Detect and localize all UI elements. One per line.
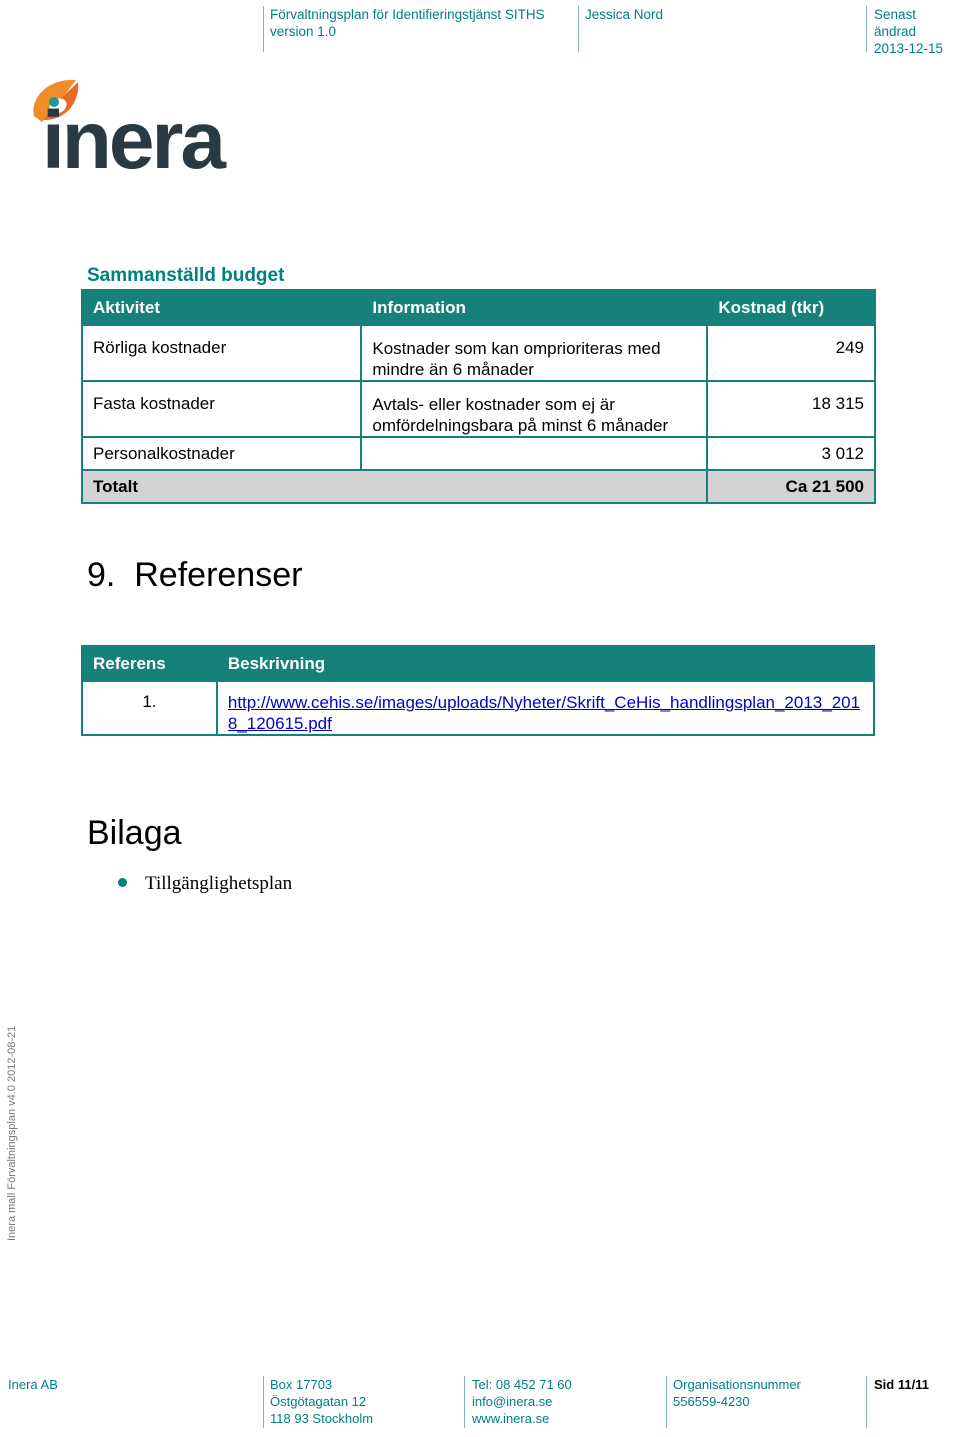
total-row (82, 470, 875, 503)
info-cell: Kostnader som kan omprioriteras med mindre än 6 månader (361, 325, 707, 381)
header-author: Jessica Nord (585, 7, 664, 22)
references-header-row (82, 646, 874, 681)
footer-address-line: 118 93 Stockholm (270, 1411, 374, 1426)
footer-email: info@inera.se (472, 1394, 553, 1409)
footer-org (673, 1376, 801, 1410)
activity-cell: Personalkostnader (82, 437, 361, 470)
cost-cell: 3 012 (707, 437, 875, 470)
reference-number: 1. (82, 681, 217, 735)
table-row (82, 681, 874, 735)
list-item (118, 873, 292, 895)
footer-website: www.inera.se (472, 1411, 550, 1426)
header-doc-title-block (270, 6, 545, 40)
column-header: Beskrivning (217, 646, 874, 681)
header-divider (578, 6, 579, 52)
reference-link[interactable]: http://www.cehis.se/images/uploads/Nyheter/Skrift_CeHis_handlingsplan_2013_2018_120615.pdf (227, 693, 861, 733)
table-row (82, 381, 875, 437)
bullet-icon (118, 878, 127, 887)
footer-org-number: 556559-4230 (673, 1394, 750, 1409)
table-row (82, 325, 875, 381)
total-cost: Ca 21 500 (707, 470, 875, 503)
total-label: Totalt (82, 470, 707, 503)
footer-divider (866, 1376, 867, 1428)
info-cell: Avtals- eller kostnader som ej är omfördelningsbara på minst 6 månader (361, 381, 707, 437)
footer-divider (263, 1376, 264, 1428)
budget-header-row (82, 290, 875, 325)
template-version-text: Inera mall Förvaltningsplan v4.0 2012-08-21 (6, 1025, 18, 1241)
activity-cell: Fasta kostnader (82, 381, 361, 437)
header-doc-title: Förvaltningsplan för Identifieringstjänst SITHS (270, 7, 545, 22)
column-header: Aktivitet (82, 290, 361, 325)
cost-cell: 249 (707, 325, 875, 381)
footer-divider (666, 1376, 667, 1428)
column-header: Kostnad (tkr) (707, 290, 875, 325)
header-divider (866, 6, 867, 52)
header-changed-date: 2013-12-15 (874, 41, 944, 56)
footer-address-line: Östgötagatan 12 (270, 1394, 367, 1409)
appendix-heading: Bilaga (87, 814, 182, 852)
header-changed-label: Senast ändrad (874, 7, 917, 39)
budget-title: Sammanställd budget (87, 265, 285, 286)
references-heading: 9. Referenser (87, 556, 303, 594)
references-table (81, 645, 875, 736)
column-header: Referens (82, 646, 217, 681)
activity-cell: Rörliga kostnader (82, 325, 361, 381)
page-number: Sid 11/11 (874, 1377, 929, 1392)
footer-phone: Tel: 08 452 71 60 (472, 1377, 572, 1392)
footer-address (270, 1376, 373, 1427)
header-changed-block (874, 6, 960, 57)
footer-contact (472, 1376, 572, 1427)
info-cell (361, 437, 707, 470)
reference-description (217, 681, 874, 735)
footer-company: Inera AB (8, 1377, 58, 1392)
footer-address-line: Box 17703 (270, 1377, 333, 1392)
budget-table (81, 289, 876, 504)
cost-cell: 18 315 (707, 381, 875, 437)
header-version: version 1.0 (270, 24, 337, 39)
logo-wordmark: inera (42, 95, 223, 186)
table-row (82, 437, 875, 470)
appendix-item: Tillgänglighetsplan (145, 873, 293, 894)
header-divider (263, 6, 264, 52)
column-header: Information (361, 290, 707, 325)
footer-org-label: Organisationsnummer (673, 1377, 801, 1392)
footer-divider (464, 1376, 465, 1428)
